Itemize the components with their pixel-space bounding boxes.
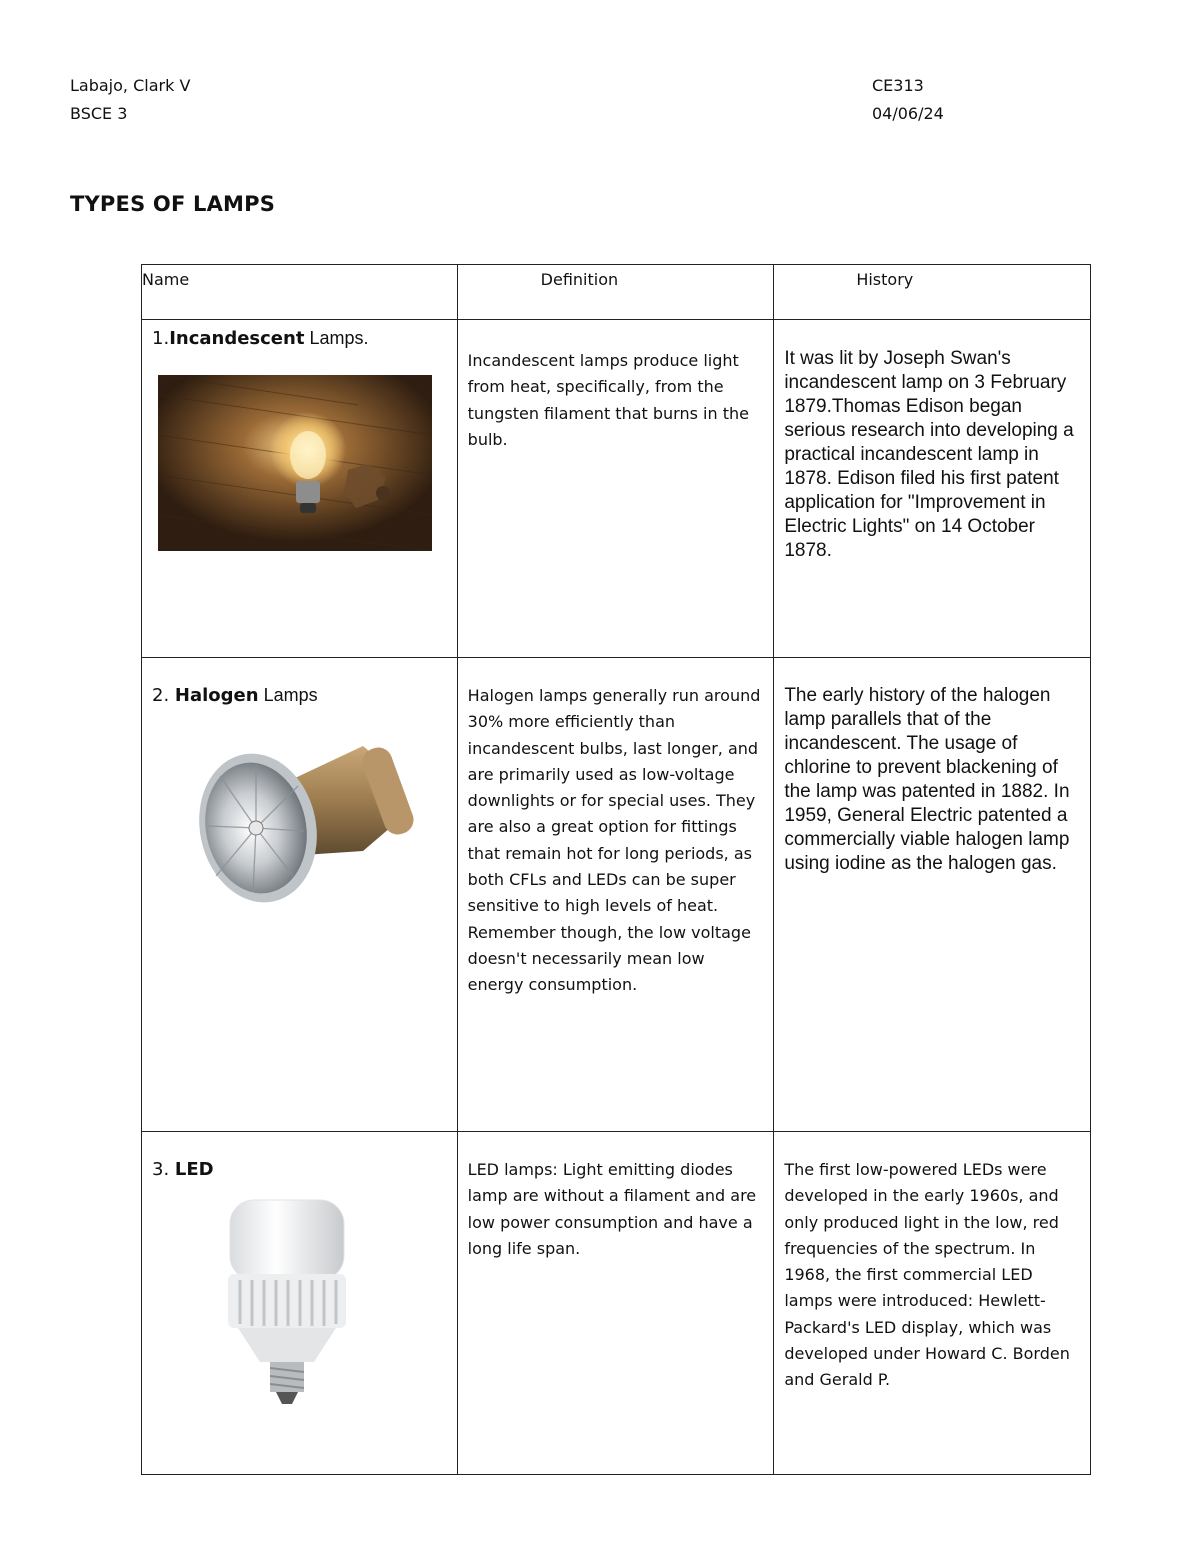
column-header-name: Name [142,265,458,320]
course-code: CE313 [872,76,924,95]
lamp-definition-cell [457,1132,774,1475]
page-title: TYPES OF LAMPS [70,192,276,216]
lamp-name: 1.Incandescent Lamps. [152,328,369,349]
incandescent-bulb-photo-icon [158,375,432,551]
table-row [142,320,1091,658]
date: 04/06/24 [872,104,944,123]
halogen-bulb-photo-icon [158,716,438,926]
student-name: Labajo, Clark V [70,76,191,95]
table-row [142,658,1091,1132]
lamp-definition: Incandescent lamps produce light from heat, specifically, from the tungsten filament that burns in the bulb. [467,351,749,449]
lamp-name-cell [142,1132,458,1475]
lamp-history: The early history of the halogen lamp parallels that of the incandescent. The usage of chlorine to prevent blackening of the lamp was patented in 1882. In 1959, General Electric patented a commercially viable halogen lamp using iodine as the halogen gas. [784,685,1070,874]
lamp-definition-cell [457,320,774,658]
lamp-history-cell [774,658,1091,1132]
lamp-name: 2. Halogen Lamps [152,685,318,706]
lamp-definition: LED lamps: Light emitting diodes lamp are without a filament and are low power consumption and have a long life span. [467,1160,757,1258]
lamp-name: 3. LED [152,1159,214,1180]
lamp-definition: Halogen lamps generally run around 30% more efficiently than incandescent bulbs, last longer, and are primarily used as low-voltage downlights or for special uses. They are also a great option for fittings that remain hot for long periods, as both CFLs and LEDs can be super sensitive to high levels of heat. Remember though, the low voltage doesn't necessarily mean low energy consumption. [467,686,761,995]
lamp-history: It was lit by Joseph Swan's incandescent lamp on 3 February 1879.Thomas Edison began serious research into developing a practical incandescent lamp in 1878. Edison filed his first patent application for "Improvement in Electric Lights" on 14 October 1878. [784,348,1074,561]
lamp-history-cell [774,320,1091,658]
lamp-name-cell [142,320,458,658]
led-bulb-photo-icon [222,1190,352,1410]
lamp-definition-cell [457,658,774,1132]
lamps-table [141,264,1091,1475]
column-header-history: History [774,265,1091,320]
lamp-name-cell [142,658,458,1132]
table-row [142,1132,1091,1475]
lamp-history-cell [774,1132,1091,1475]
lamp-history: The first low-powered LEDs were developed in the early 1960s, and only produced light in the low, red frequencies of the spectrum. In 1968, the first commercial LED lamps were introduced: Hewlett-Packard's LED display, which was developed under Howard C. Borden and Gerald P. [784,1160,1070,1390]
column-header-definition: Definition [457,265,774,320]
table-header-row [142,265,1091,320]
program: BSCE 3 [70,104,128,123]
